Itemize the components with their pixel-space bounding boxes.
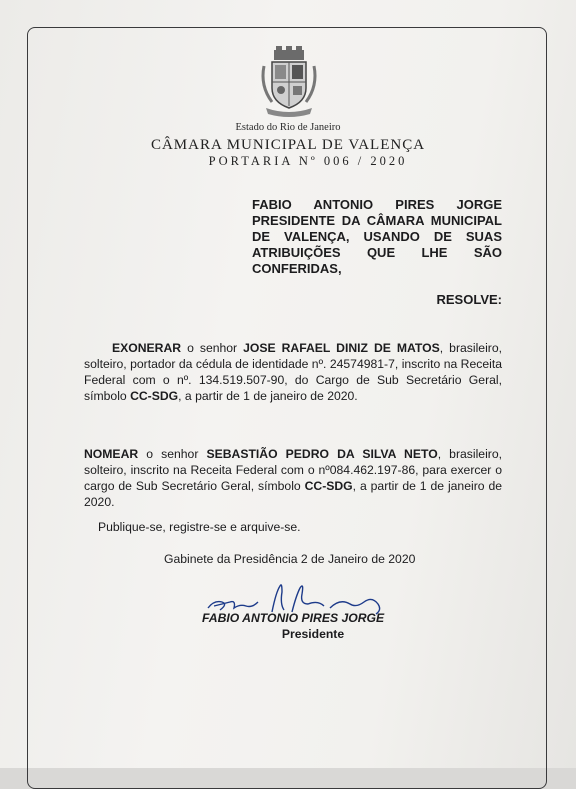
date-line: Gabinete da Presidência 2 de Janeiro de 2020 xyxy=(164,552,416,566)
publique-line: Publique-se, registre-se e arquive-se. xyxy=(98,520,301,534)
exonerar-paragraph xyxy=(84,340,502,404)
exonerar-verb: EXONERAR xyxy=(112,341,182,355)
exonerar-symbol: CC-SDG xyxy=(130,389,179,403)
exonerar-text-3: , a partir de 1 de janeiro de 2020. xyxy=(178,389,358,403)
chamber-name: CÂMARA MUNICIPAL DE VALENÇA xyxy=(150,137,426,153)
resolve-heading: RESOLVE: xyxy=(436,292,502,307)
preamble: FABIO ANTONIO PIRES JORGE PRESIDENTE DA CÂMARA MUNICIPAL DE VALENÇA, USANDO DE SUAS ATRIBUIÇÕES QUE LHE SÃO CONFERIDAS, xyxy=(252,197,502,276)
exonerar-name: JOSE RAFAEL DINIZ DE MATOS xyxy=(243,341,440,355)
nomear-paragraph xyxy=(84,446,502,510)
nomear-name: SEBASTIÃO PEDRO DA SILVA NETO xyxy=(206,447,438,461)
signatory-role: Presidente xyxy=(281,627,345,641)
nomear-verb: NOMEAR xyxy=(84,447,139,461)
nomear-text-3: , a partir de 1 de janeiro de 2020. xyxy=(84,479,502,509)
signatory-name: FABIO ANTONIO PIRES JORGE xyxy=(202,611,385,625)
coat-of-arms-icon xyxy=(258,46,320,118)
portaria-number: PORTARIA Nº 006 / 2020 xyxy=(208,154,408,168)
exonerar-text-1: o senhor xyxy=(181,341,244,355)
nomear-symbol: CC-SDG xyxy=(304,479,353,493)
state-name: Estado do Rio de Janeiro xyxy=(235,122,341,133)
nomear-text-1: o senhor xyxy=(138,447,207,461)
nomear-text-2: , brasileiro, solteiro, inscrito na Receita Federal com o nº084.462.197-86, para exercer o cargo de Sub Secretário Geral, símbolo xyxy=(84,447,502,493)
exonerar-text-2: , brasileiro, solteiro, portador da cédula de identidade nº. 24574981-7, inscrito na Receita Federal com o nº. 134.519.507-90, do Cargo de Sub Secretário Geral, símbolo xyxy=(84,341,502,403)
